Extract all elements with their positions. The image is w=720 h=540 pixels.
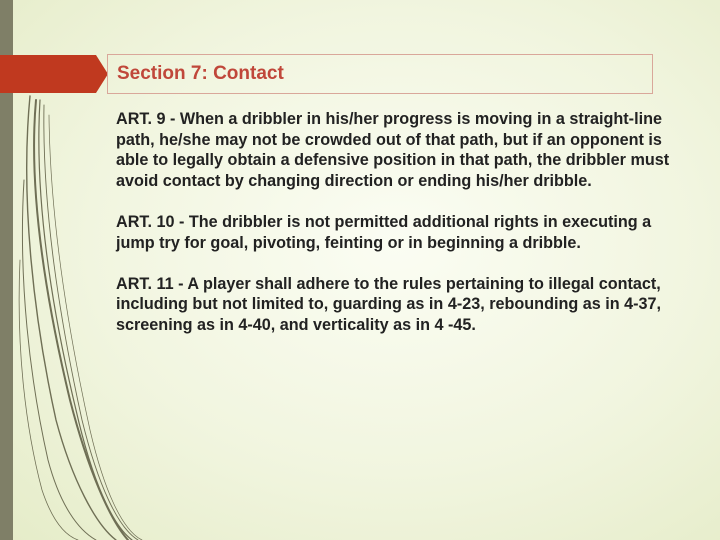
slide-title: Section 7: Contact	[117, 63, 284, 84]
title-box	[107, 54, 653, 94]
title-accent-tab	[0, 55, 108, 93]
paragraph-art-10: ART. 10 - The dribbler is not permitted additional rights in executing a jump try for goal, pivoting, feinting or in beginning a dribble.	[116, 212, 652, 252]
paragraph-art-11: ART. 11 - A player shall adhere to the rules pertaining to illegal contact, including but not limited to, guarding as in 4-23, rebounding as in 4-37, screening as in 4-40, and verticality as in 4 -45.	[116, 274, 662, 334]
paragraph-art-9: ART. 9 - When a dribbler in his/her progress is moving in a straight-line path, he/she may not be crowded out of that path, but if an opponent is able to legally obtain a defensive position in that path, the dribbler must avoid contact by changing direction or ending his/her dribble.	[116, 110, 670, 190]
slide-body	[116, 109, 681, 356]
